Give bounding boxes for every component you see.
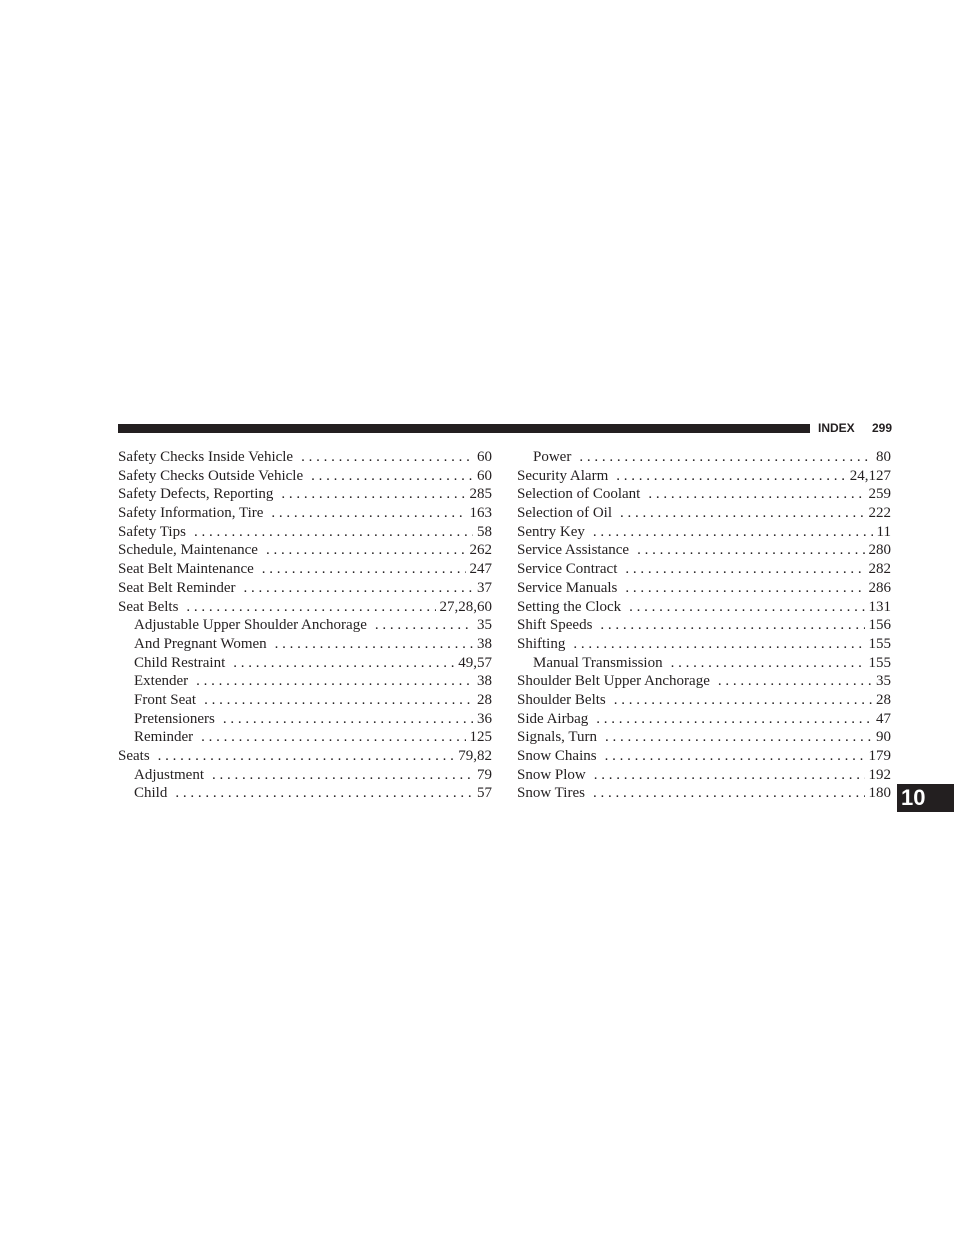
- dot-leader: [605, 728, 872, 747]
- index-column-left: [118, 448, 492, 803]
- index-entry: [517, 541, 891, 560]
- dot-leader: [243, 579, 473, 598]
- dot-leader: [596, 710, 872, 729]
- index-entry: [118, 485, 492, 504]
- entry-page: 79: [477, 766, 492, 783]
- entry-term: Safety Checks Inside Vehicle: [118, 449, 294, 465]
- entry-page: 179: [868, 748, 891, 764]
- entry-term: Shift Speeds: [517, 617, 593, 634]
- dot-leader: [201, 728, 465, 747]
- header-rule: [118, 424, 810, 433]
- index-subentry: [118, 766, 492, 785]
- index-entry: [517, 485, 891, 504]
- index-entry: [517, 560, 891, 579]
- index-entry: [517, 523, 891, 542]
- index-entry: [517, 504, 891, 523]
- dot-leader: [212, 766, 473, 785]
- entry-term: Snow Tires: [517, 785, 585, 802]
- entry-page: 57: [477, 785, 492, 802]
- dot-leader: [375, 616, 473, 635]
- running-header: [818, 420, 892, 436]
- entry-page: 11: [876, 523, 891, 540]
- entry-term: Selection of Coolant: [517, 486, 641, 503]
- dot-leader: [301, 448, 473, 467]
- index-subentry: [118, 654, 492, 673]
- index-entry: [517, 579, 891, 598]
- entry-term: Seat Belts: [118, 598, 179, 615]
- index-entry: [517, 635, 891, 654]
- entry-page: 28: [477, 691, 492, 708]
- entry-term: Shifting: [517, 635, 566, 652]
- entry-term: Sentry Key: [517, 523, 585, 540]
- entry-term: Pretensioners: [134, 710, 215, 727]
- dot-leader: [223, 710, 473, 729]
- entry-term: Safety Defects, Reporting: [118, 486, 274, 503]
- entry-term: Shoulder Belt Upper Anchorage: [517, 673, 710, 690]
- index-subentry: [118, 710, 492, 729]
- entry-term: Manual Transmission: [533, 654, 663, 671]
- entry-page: 38: [477, 673, 492, 690]
- entry-page: 80: [876, 449, 891, 465]
- entry-page: 90: [876, 729, 891, 746]
- index-entry: [517, 598, 891, 617]
- entry-page: 60: [477, 449, 492, 465]
- index-subentry: [517, 448, 891, 467]
- entry-page: 286: [868, 579, 891, 596]
- entry-term: Child: [134, 785, 168, 802]
- index-entry: [517, 691, 891, 710]
- index-entry: [118, 541, 492, 560]
- index-subentry: [517, 654, 891, 673]
- entry-term: Seats: [118, 748, 150, 764]
- index-entry: [517, 784, 891, 803]
- dot-leader: [600, 616, 864, 635]
- entry-term: Reminder: [134, 729, 194, 746]
- index-entry: [118, 560, 492, 579]
- dot-leader: [266, 541, 466, 560]
- entry-page: 155: [868, 635, 891, 652]
- entry-page: 60: [477, 467, 492, 484]
- entry-page: 27,28,60: [439, 598, 492, 615]
- dot-leader: [614, 691, 872, 710]
- entry-term: Adjustable Upper Shoulder Anchorage: [134, 617, 367, 634]
- entry-term: Schedule, Maintenance: [118, 542, 258, 559]
- entry-page: 285: [469, 486, 492, 503]
- entry-page: 24,127: [849, 467, 891, 484]
- entry-term: Seat Belt Reminder: [118, 579, 236, 596]
- dot-leader: [579, 448, 872, 467]
- dot-leader: [718, 672, 872, 691]
- dot-leader: [281, 485, 465, 504]
- entry-term: And Pregnant Women: [134, 635, 267, 652]
- entry-page: 47: [876, 710, 891, 727]
- dot-leader: [671, 654, 865, 673]
- entry-page: 125: [469, 729, 492, 746]
- dot-leader: [271, 504, 465, 523]
- entry-term: Service Assistance: [517, 542, 630, 559]
- dot-leader: [594, 766, 865, 785]
- index-entry: [517, 747, 891, 766]
- entry-page: 35: [477, 617, 492, 634]
- index-entry: [118, 747, 492, 766]
- dot-leader: [311, 467, 473, 486]
- dot-leader: [275, 635, 473, 654]
- entry-term: Child Restraint: [134, 654, 226, 671]
- dot-leader: [175, 784, 473, 803]
- entry-term: Signals, Turn: [517, 729, 598, 746]
- index-subentry: [118, 784, 492, 803]
- index-entry: [118, 523, 492, 542]
- index-column-right: [517, 448, 891, 803]
- dot-leader: [262, 560, 466, 579]
- entry-page: 35: [876, 673, 891, 690]
- index-subentry: [118, 691, 492, 710]
- index-entry: [517, 710, 891, 729]
- entry-term: Selection of Oil: [517, 505, 612, 522]
- entry-term: Safety Checks Outside Vehicle: [118, 467, 304, 484]
- entry-page: 192: [868, 766, 891, 783]
- dot-leader: [204, 691, 473, 710]
- index-entry: [517, 672, 891, 691]
- entry-term: Adjustment: [134, 766, 204, 783]
- dot-leader: [629, 598, 864, 617]
- dot-leader: [625, 579, 864, 598]
- entry-term: Service Contract: [517, 561, 618, 578]
- entry-term: Service Manuals: [517, 579, 618, 596]
- index-entry: [517, 766, 891, 785]
- dot-leader: [194, 523, 473, 542]
- entry-page: 180: [868, 785, 891, 802]
- index-entry: [118, 448, 492, 467]
- index-entry: [118, 504, 492, 523]
- entry-term: Seat Belt Maintenance: [118, 561, 254, 578]
- index-subentry: [118, 728, 492, 747]
- entry-page: 163: [469, 505, 492, 522]
- index-entry: [517, 467, 891, 486]
- dot-leader: [196, 672, 473, 691]
- entry-page: 155: [868, 654, 891, 671]
- section-title: INDEX: [818, 421, 855, 435]
- entry-term: Setting the Clock: [517, 598, 622, 615]
- dot-leader: [625, 560, 864, 579]
- index-subentry: [118, 635, 492, 654]
- index-entry: [517, 616, 891, 635]
- entry-term: Snow Plow: [517, 766, 586, 783]
- entry-page: 79,82: [458, 748, 492, 764]
- entry-page: 280: [868, 542, 891, 559]
- dot-leader: [605, 747, 865, 766]
- entry-page: 131: [868, 598, 891, 615]
- entry-term: Security Alarm: [517, 467, 609, 484]
- index-entry: [118, 598, 492, 617]
- entry-term: Shoulder Belts: [517, 691, 606, 708]
- dot-leader: [186, 598, 435, 617]
- entry-term: Snow Chains: [517, 748, 597, 764]
- page-number: 299: [871, 421, 892, 435]
- dot-leader: [593, 523, 873, 542]
- entry-term: Extender: [134, 673, 189, 690]
- entry-term: Safety Tips: [118, 523, 186, 540]
- entry-page: 49,57: [458, 654, 492, 671]
- entry-page: 38: [477, 635, 492, 652]
- dot-leader: [637, 541, 864, 560]
- entry-page: 36: [477, 710, 492, 727]
- entry-page: 262: [469, 542, 492, 559]
- dot-leader: [620, 504, 865, 523]
- dot-leader: [158, 747, 455, 766]
- index-entry: [118, 467, 492, 486]
- index-entry: [517, 728, 891, 747]
- entry-page: 37: [477, 579, 492, 596]
- entry-term: Safety Information, Tire: [118, 505, 264, 522]
- entry-page: 58: [477, 523, 492, 540]
- entry-page: 222: [868, 505, 891, 522]
- dot-leader: [593, 784, 865, 803]
- chapter-tab: 10: [897, 784, 954, 812]
- dot-leader: [573, 635, 864, 654]
- entry-page: 28: [876, 691, 891, 708]
- index-subentry: [118, 616, 492, 635]
- entry-term: Front Seat: [134, 691, 197, 708]
- index-entry: [118, 579, 492, 598]
- entry-term: Power: [533, 449, 572, 465]
- entry-term: Side Airbag: [517, 710, 589, 727]
- entry-page: 282: [868, 561, 891, 578]
- entry-page: 247: [469, 561, 492, 578]
- entry-page: 156: [868, 617, 891, 634]
- dot-leader: [616, 467, 846, 486]
- entry-page: 259: [868, 486, 891, 503]
- dot-leader: [648, 485, 864, 504]
- index-subentry: [118, 672, 492, 691]
- dot-leader: [233, 654, 454, 673]
